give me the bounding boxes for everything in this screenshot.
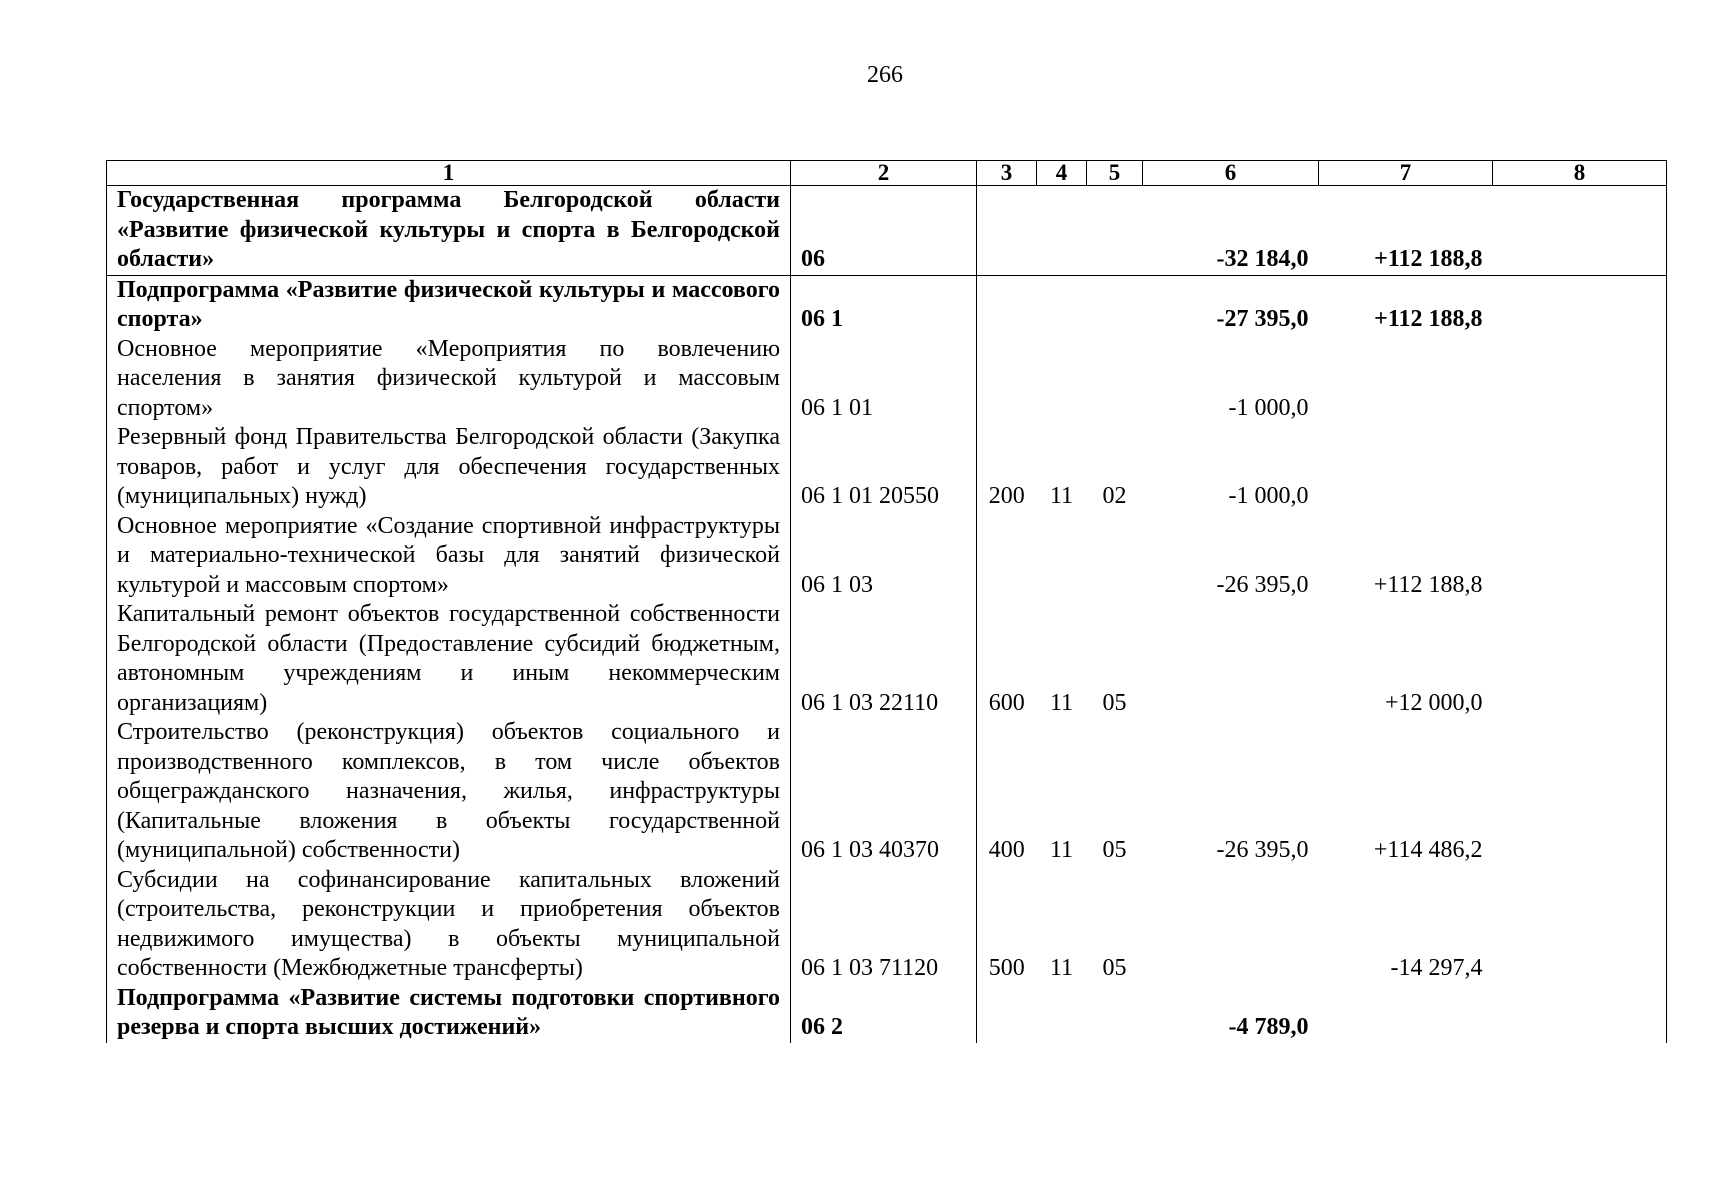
row-col3 [977, 512, 1037, 601]
header-col-7: 7 [1319, 161, 1493, 186]
row-col4 [1037, 186, 1087, 276]
row-col4 [1037, 512, 1087, 601]
row-col6: -32 184,0 [1143, 186, 1319, 276]
header-col-1: 1 [107, 161, 791, 186]
row-code: 06 1 03 40370 [791, 718, 977, 866]
row-col4: 11 [1049, 837, 1074, 863]
row-code: 06 1 [791, 275, 977, 335]
row-col3 [977, 335, 1037, 424]
row-col8 [1493, 512, 1667, 601]
header-col-5: 5 [1087, 161, 1143, 186]
row-code: 06 1 03 [791, 512, 977, 601]
row-name: Подпрограмма «Развитие физической культуры и массового спорта» [107, 275, 791, 335]
row-col3: 200 [977, 423, 1037, 512]
row-col3: 400 [977, 718, 1037, 866]
row-col4 [1037, 335, 1087, 424]
row-name: Основное мероприятие «Создание спортивной инфраструктуры и материально-технической базы для занятий физической культурой и массовым спортом» [107, 512, 791, 601]
row-col7 [1319, 984, 1493, 1043]
row-col5: 05 [1102, 689, 1127, 716]
row-name: Основное мероприятие «Мероприятия по вовлечению населения в занятия физической культурой и массовым спортом» [107, 335, 791, 424]
header-col-4: 4 [1037, 161, 1087, 186]
row-col7: +112 188,8 [1374, 306, 1483, 332]
row-col7: -14 297,4 [1390, 955, 1483, 981]
row-name: Резервный фонд Правительства Белгородской области (Закупка товаров, работ и услуг для обеспечения государственных (муниципальных) нужд) [107, 423, 791, 512]
row-code: 06 1 01 [791, 335, 977, 424]
table-row [107, 275, 1667, 335]
row-col4: 11 [1049, 955, 1074, 981]
row-code: 06 1 03 22110 [791, 600, 977, 718]
table-row [107, 512, 1667, 601]
row-col5 [1087, 984, 1143, 1043]
row-name: Подпрограмма «Развитие системы подготовки спортивного резерва и спорта высших достижений» [107, 984, 791, 1043]
row-col7: +112 188,8 [1373, 571, 1483, 598]
row-col6: -26 395,0 [1216, 837, 1309, 863]
row-col4 [1037, 984, 1087, 1043]
header-col-3: 3 [977, 161, 1037, 186]
row-col4: 11 [1049, 689, 1074, 716]
row-col3 [977, 186, 1037, 276]
row-col7: +12 000,0 [1384, 689, 1483, 716]
table-row [107, 984, 1667, 1043]
table-body [107, 186, 1667, 1043]
row-code: 06 1 01 20550 [791, 423, 977, 512]
table-row [107, 335, 1667, 424]
row-col8 [1493, 186, 1667, 276]
table-header-row [107, 161, 1667, 186]
row-col5: 05 [1102, 955, 1127, 981]
row-col3 [977, 275, 1037, 335]
row-col8 [1493, 423, 1667, 512]
row-col6: -1 000,0 [1228, 483, 1309, 509]
row-col5 [1087, 186, 1143, 276]
table-row [107, 600, 1667, 718]
table-row-state-program [107, 186, 1667, 276]
row-col6: -27 395,0 [1216, 306, 1309, 332]
row-col6: -1 000,0 [1228, 394, 1309, 421]
budget-table [106, 160, 1667, 1043]
table-row [107, 718, 1667, 866]
row-col8 [1493, 600, 1667, 718]
row-code: 06 2 [791, 984, 977, 1043]
row-col6 [1143, 600, 1319, 718]
header-col-2: 2 [791, 161, 977, 186]
row-col3: 600 [977, 600, 1037, 718]
row-col6: -26 395,0 [1216, 571, 1309, 598]
row-col7 [1319, 335, 1493, 424]
row-col7 [1319, 423, 1493, 512]
row-col5: 02 [1102, 483, 1127, 509]
page-number: 266 [867, 62, 903, 88]
row-col7: +114 486,2 [1373, 837, 1483, 863]
table-row [107, 423, 1667, 512]
row-col5: 05 [1102, 837, 1127, 863]
row-col5 [1087, 335, 1143, 424]
row-name: Субсидии на софинансирование капитальных вложений (строительства, реконструкции и приобретения объектов недвижимого имущества) в объекты муниципальной собственности (Межбюджетные трансферты) [107, 866, 791, 984]
row-col8 [1493, 275, 1667, 335]
row-code: 06 1 03 71120 [791, 866, 977, 984]
row-col7: +112 188,8 [1319, 186, 1493, 276]
row-name: Капитальный ремонт объектов государственной собственности Белгородской области (Предоставление субсидий бюджетным, автономным учреждениям и иным некоммерческим организациям) [107, 600, 791, 718]
row-name: Строительство (реконструкция) объектов социального и производственного комплексов, в том числе объектов общегражданского назначения, жилья, инфраструктуры (Капитальные вложения в объекты государственной (муниципальной) собственности) [107, 718, 791, 866]
row-col3 [977, 984, 1037, 1043]
header-col-6: 6 [1143, 161, 1319, 186]
row-col4 [1037, 275, 1087, 335]
row-col5 [1087, 512, 1143, 601]
row-col8 [1493, 718, 1667, 866]
row-name: Государственная программа Белгородской области «Развитие физической культуры и спорта в Белгородской области» [107, 186, 791, 276]
header-col-8: 8 [1493, 161, 1667, 186]
row-col3: 500 [977, 866, 1037, 984]
row-col8 [1493, 335, 1667, 424]
row-col8 [1493, 866, 1667, 984]
row-col8 [1493, 984, 1667, 1043]
table-row [107, 866, 1667, 984]
row-code: 06 [791, 186, 977, 276]
row-col6: -4 789,0 [1228, 1014, 1309, 1040]
row-col4: 11 [1049, 483, 1074, 509]
row-col6 [1143, 866, 1319, 984]
row-col5 [1087, 275, 1143, 335]
budget-table-container [106, 160, 1667, 1043]
